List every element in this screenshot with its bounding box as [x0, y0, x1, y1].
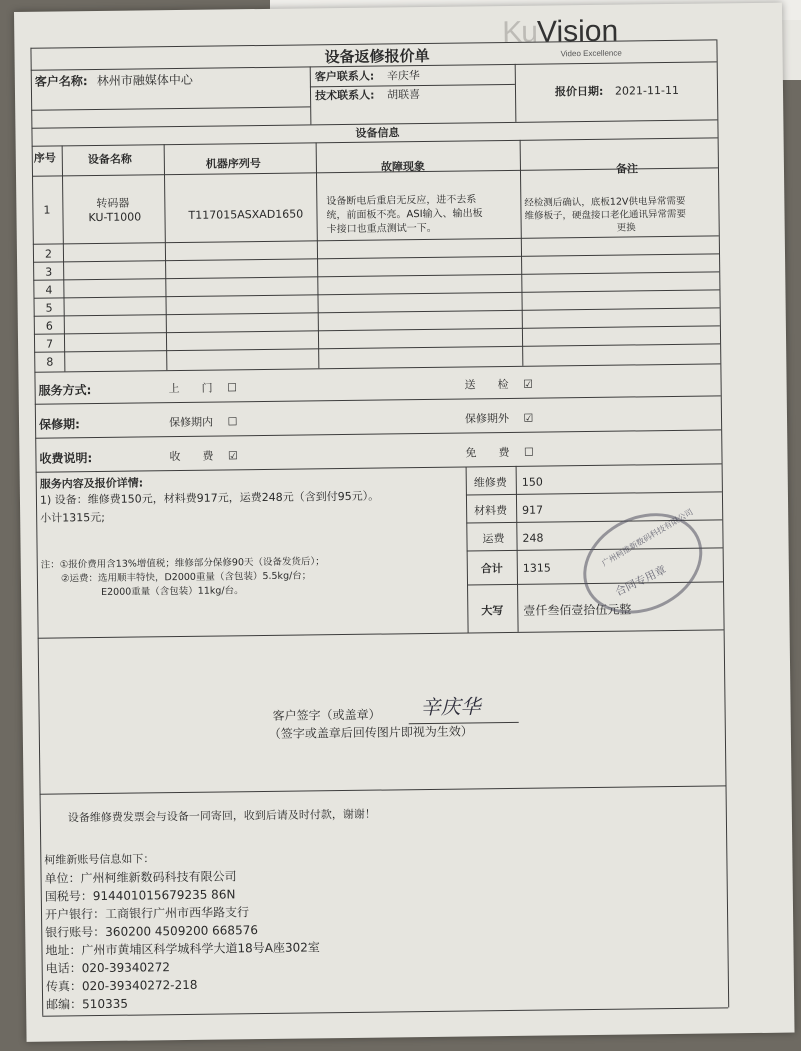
option-in-warranty-label: 保修期内 [168, 415, 214, 430]
frame-right [716, 39, 729, 1007]
row1-fault-3: 卡接口也重点测试一下。 [326, 222, 437, 236]
line [164, 144, 168, 370]
capital-label: 大写 [481, 604, 504, 618]
option-out-warranty[interactable] [465, 412, 534, 426]
logo-vision: Vision [536, 14, 619, 49]
line [520, 140, 524, 366]
customer-contact-value: 辛庆华 [386, 69, 420, 83]
account-unit: 单位：广州柯维新数码科技有限公司 [44, 869, 237, 886]
material-fee-value: 917 [522, 503, 544, 517]
checkbox-charged[interactable]: ☑ [227, 449, 238, 463]
line [38, 629, 724, 638]
row-no: 5 [45, 301, 53, 315]
checkbox-send-in[interactable]: ☑ [523, 377, 534, 391]
checkbox-out-warranty[interactable]: ☑ [523, 411, 534, 425]
stamp-company: 广州柯维新数码科技有限公司 [600, 507, 695, 569]
line [62, 145, 66, 371]
shipping-fee-label: 运费 [482, 532, 505, 546]
row1-remark-3: 更换 [616, 222, 636, 234]
equipment-section-title: 设备信息 [355, 126, 400, 140]
row1-serial: T117015ASXAD1650 [188, 207, 304, 222]
option-in-warranty[interactable] [169, 415, 238, 429]
line [316, 142, 320, 368]
signature-label: 客户签字（或盖章） [272, 707, 381, 723]
row-no: 8 [46, 355, 54, 369]
option-free-label: 免 费 [465, 445, 510, 460]
shipping-fee-value: 248 [522, 531, 544, 545]
row-no: 7 [45, 337, 54, 351]
line [310, 66, 312, 124]
option-send-in-label: 送 检 [464, 377, 509, 392]
line [35, 395, 721, 404]
option-onsite[interactable] [169, 381, 238, 395]
row1-fault-1: 设备断电后重启无反应，进不去系 [326, 194, 477, 208]
handwritten-signature: 辛庆华 [420, 694, 481, 720]
option-send-in[interactable] [465, 378, 534, 392]
row1-name-a: 转码器 [96, 196, 130, 211]
line [35, 429, 721, 438]
row1-remark-1: 经检测后确认，底板12V供电异常需要 [524, 195, 686, 209]
account-address: 地址：广州市黄埔区科学城科学大道18号A座302室 [45, 940, 320, 958]
line [36, 463, 722, 472]
row-no: 2 [44, 247, 53, 261]
account-title: 柯维新账号信息如下： [44, 852, 155, 867]
line [34, 325, 720, 334]
material-fee-label: 材料费 [474, 504, 508, 518]
option-charged-label: 收 费 [169, 449, 214, 464]
row-no: 6 [45, 319, 53, 333]
col-remark: 备注 [615, 162, 639, 176]
repair-fee-value: 150 [521, 475, 543, 489]
logo-ku: Ku [502, 15, 538, 50]
line [466, 491, 722, 495]
total-label: 合计 [480, 562, 503, 576]
col-equipment-name: 设备名称 [87, 152, 132, 167]
option-out-warranty-label: 保修期外 [464, 411, 510, 426]
account-postcode: 邮编：510335 [46, 996, 129, 1012]
line [34, 343, 720, 352]
total-value: 1315 [522, 561, 551, 575]
customer-name-value: 林州市融媒体中心 [96, 72, 193, 88]
row-no: 3 [45, 265, 53, 279]
service-method-label: 服务方式: [38, 383, 92, 398]
tech-contact-label: 技术联系人: [314, 88, 375, 103]
line [34, 307, 720, 316]
charge-label: 收费说明: [39, 451, 93, 466]
row-no: 4 [45, 283, 53, 297]
line [515, 64, 517, 122]
account-phone: 电话：020-39340272 [45, 960, 171, 976]
quote-date-value: 2021-11-11 [614, 83, 680, 98]
row1-remark-2: 维修板子，硬盘接口老化通讯异常需要 [524, 208, 687, 222]
row1-no: 1 [43, 203, 51, 217]
quote-note-2: ②运费：选用顺丰特快，D2000重量（含包装）5.5kg/台； [60, 570, 312, 585]
quotation-form [14, 3, 795, 1042]
option-charged[interactable] [169, 449, 238, 463]
quote-note-3: E2000重量（含包装）11kg/台。 [101, 585, 244, 598]
account-tax-no: 国税号：914401015679235 86N [44, 887, 236, 904]
col-no: 序号 [33, 151, 56, 165]
line [33, 289, 719, 298]
quote-title: 服务内容及报价详情: [39, 476, 144, 491]
line [33, 271, 719, 280]
kuvision-logo [502, 14, 622, 59]
page-title: 设备返修报价单 [324, 46, 430, 67]
stamp-contract: 合同专用章 [613, 563, 669, 599]
line [31, 106, 310, 110]
tech-contact-value: 胡联喜 [386, 88, 421, 102]
line [310, 84, 515, 88]
row1-fault-2: 统，前面板不亮。ASI输入、输出板 [326, 208, 483, 222]
account-number: 银行账号：360200 4509200 668576 [45, 923, 259, 940]
frame-left [30, 48, 43, 1016]
frame-bottom [42, 1007, 728, 1016]
capital-value: 壹仟叁佰壹拾伍元整 [523, 602, 632, 618]
col-fault: 故障现象 [380, 159, 425, 174]
option-onsite-label: 上 门 [168, 381, 213, 396]
signature-note: （签字或盖章后回传图片即视为生效） [268, 724, 473, 741]
logo-tagline: Video Excellence [560, 48, 622, 59]
option-free[interactable] [465, 446, 534, 460]
customer-contact-label: 客户联系人: [314, 69, 375, 84]
checkbox-free[interactable]: ☐ [523, 445, 534, 459]
quote-line1: 1) 设备：维修费150元，材料费917元，运费248元（含到付95元）。 [39, 489, 380, 507]
quote-date-label: 报价日期: [554, 84, 604, 99]
quote-note-1: 注：①报价费用含13%增值税；维修部分保修90天（设备发货后）； [40, 556, 325, 571]
row1-name-b: KU-T1000 [88, 210, 142, 225]
line [40, 785, 726, 794]
account-fax: 传真：020-39340272-218 [45, 977, 198, 994]
customer-name-label: 客户名称: [34, 74, 88, 89]
line [34, 363, 720, 372]
line [33, 253, 719, 262]
checkbox-in-warranty[interactable]: ☐ [227, 415, 238, 429]
repair-fee-label: 维修费 [473, 476, 507, 490]
checkbox-onsite[interactable]: ☐ [227, 381, 238, 395]
warranty-label: 保修期: [38, 417, 80, 432]
account-bank: 开户银行：工商银行广州市西华路支行 [44, 905, 250, 922]
line [33, 235, 719, 244]
invoice-note: 设备维修费发票会与设备一同寄回，收到后请及时付款，谢谢！ [67, 807, 376, 825]
quote-line2: 小计1315元; [40, 510, 105, 525]
col-serial: 机器序列号 [205, 156, 261, 171]
